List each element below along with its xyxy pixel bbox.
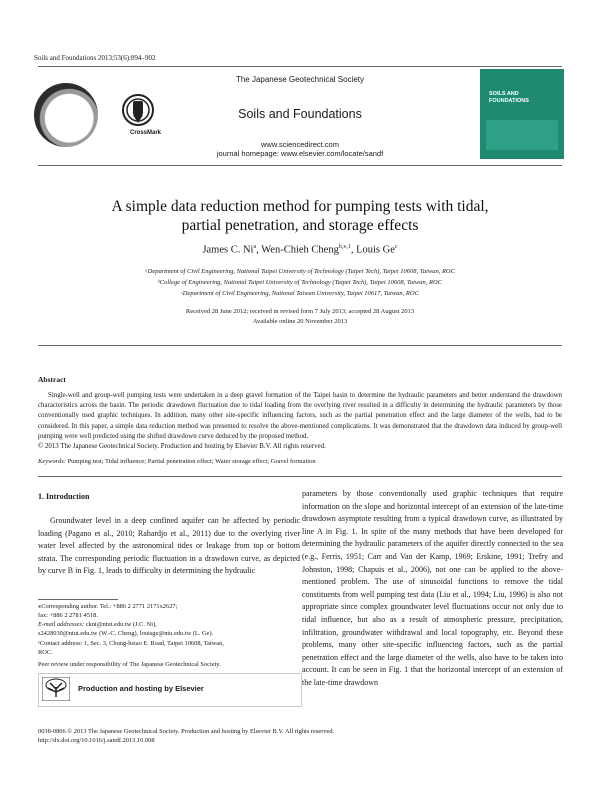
- email-label: E-mail addresses:: [38, 621, 85, 628]
- intro-left-column: Groundwater level in a deep confined aquifer can be affected by periodic loading (Pagano et al., 2010; Rahardjo et al., 2011) due to the overlying river water level affected by the astronomical tides or leakage from top or bottom strata. The corresponding periodic fluctuation in a drawdown curve, as depicted by curve B in Fig. 1, leads to difficulty in determining the hydraulic: [38, 516, 300, 576]
- abstract-copyright: © 2013 The Japanese Geotechnical Society. Production and hosting by Elsevier B.V. All rights reserved.: [38, 443, 326, 451]
- journal-name: Soils and Foundations: [238, 107, 362, 121]
- footnote-corresponding: ⁎Corresponding author. Tel.: +886 2 2771 2171x2627;: [38, 603, 178, 610]
- title-line-2: partial penetration, and storage effects: [181, 217, 419, 234]
- abstract-rule-top: [38, 345, 562, 346]
- society-name: The Japanese Geotechnical Society: [235, 75, 365, 84]
- elsevier-tree-icon: [42, 677, 70, 701]
- author-1[interactable]: James C. Ni: [202, 244, 254, 256]
- keywords-list: Pumping test; Tidal influence; Partial penetration effect; Water storage effect; Gravel formation: [65, 458, 316, 465]
- affiliation-b: ᵇCollege of Engineering, National Taipei University of Technology (Taipei Tech), Taipei 10608, Taiwan, ROC: [158, 279, 442, 286]
- keywords-label: Keywords:: [38, 458, 66, 465]
- affiliation-a: ᵃDepartment of Civil Engineering, National Taipei University of Technology (Taipei Tech), Taipei 10608, Taiwan, ROC: [145, 268, 455, 275]
- elsevier-label: Production and hosting by Elsevier: [78, 684, 204, 693]
- journal-citation: Soils and Foundations 2013;53(6):894–902: [34, 54, 156, 62]
- footnote-contact-2: ROC.: [38, 649, 53, 656]
- received-dates: Received 28 June 2012; received in revised form 7 July 2013; accepted 28 August 2013: [185, 308, 415, 315]
- keywords: [38, 458, 562, 465]
- cover-strip: [486, 120, 558, 150]
- crossmark-label: CrossMark: [130, 130, 162, 136]
- footnote-fax: fax: +886 2 2781 4518.: [38, 612, 98, 619]
- sciencedirect-link[interactable]: www.sciencedirect.com: [261, 140, 339, 149]
- abstract-heading: Abstract: [38, 375, 66, 384]
- footer-issn-copyright: 0038-0806 © 2013 The Japanese Geotechnical Society. Production and hosting by Elsevier B.V. All rights reserved.: [38, 728, 335, 735]
- author-3-affil: c: [394, 244, 398, 250]
- header-rule-bottom: [38, 165, 562, 166]
- authors: [0, 243, 600, 256]
- article-title: [0, 197, 600, 235]
- available-online: Available online 20 November 2013: [252, 318, 348, 325]
- footnote-email-2[interactable]: s2428030@ntut.edu.tw (W.-C. Cheng), louisge@ntu.edu.tw (L. Ge).: [38, 630, 214, 637]
- footnote-contact-1: ¹Contact address: 1, Sec. 3, Chung-hsiao E. Road, Taipei 10608, Taiwan,: [38, 640, 224, 647]
- author-2-affil: b,⁎,1: [338, 244, 351, 250]
- author-3[interactable]: , Louis Ge: [350, 244, 395, 256]
- journal-homepage-link[interactable]: journal homepage: www.elsevier.com/locate/sandf: [216, 149, 384, 158]
- footnote-rule: [38, 599, 118, 600]
- footer-doi-link[interactable]: http://dx.doi.org/10.1016/j.sandf.2013.10.008: [38, 737, 155, 744]
- abstract-text: Single-well and group-well pumping tests were undertaken in a deep gravel formation of the Taipei basin to determine the hydraulic parameters and better understand the drawdown characteristics across the basin. The periodic drawdown fluctuation due to tidal loading from the overlying river resulted in a difficulty in determining the hydraulic parameters by those conventionally used graphic techniques. In addition, many other site-specific influencing factors, such as the partial penetration effect and the large diameter of the wells, had to be considered. In this paper, a simple data reduction method was presented to resolve the above-mentioned complications. It was demonstrated that the drawdown data induced by group-well pumping were well predicted using the shifted drawdown curve deduced by the proposed method.: [38, 392, 562, 440]
- copyright-footer: [38, 727, 334, 745]
- footnote-email-1: [38, 620, 300, 629]
- author-2[interactable]: , Wen-Chieh Cheng: [256, 244, 339, 256]
- title-line-1: A simple data reduction method for pumping tests with tidal,: [111, 198, 489, 215]
- section-heading-introduction: 1. Introduction: [38, 492, 90, 501]
- email-ni[interactable]: ckni@ntut.edu.tw (J.C. Ni),: [84, 621, 157, 628]
- cover-title: SOILS AND FOUNDATIONS: [489, 91, 529, 104]
- author-1-affil: a: [253, 244, 257, 250]
- footnote-peer-review: Peer review under responsibility of The Japanese Geotechnical Society.: [38, 661, 221, 668]
- header-rule-top: [38, 66, 562, 67]
- abstract-body: [38, 391, 562, 452]
- affiliation-c: ᶜDepartment of Civil Engineering, National Taiwan University, Taipei 10617, Taiwan, ROC: [181, 290, 419, 297]
- intro-right-column: parameters by those conventionally used graphic techniques that require information on the slope and horizontal intercept of an extension of the late-time drawdown asymptote resulting from a typical drawdown curve, as illustrated by line A in Fig. 1. In spite of the many methods that have been developed for determining the hydraulic parameters of the aquifer directly connected to the sea (e.g., Ferris, 1951; Carr and Van der Kamp, 1969; Erskine, 1991; Trefry and Johnston, 1998; Chapuis et al., 2006), not one can be applied to the above-mentioned problem. The use of sinusoidal functions to remove the tidal constituents from well pumping test data (Liu et al., 1994; Liu, 1996) is also not appropriate since complex groundwater level fluctuations occur not only due to tidal influence, but also as a result of atmospheric pressure, precipitation, infiltration, groundwater withdrawal and local topography, etc. Beyond these problems, many other site-specific influencing factors, such as the partial penetration effect and the large diameter of the wells, also have to be taken into account. It can be seen in Fig. 1 that the horizontal intercept of an extension of the late-time drawdown: [302, 489, 563, 687]
- abstract-rule-bottom: [38, 476, 562, 477]
